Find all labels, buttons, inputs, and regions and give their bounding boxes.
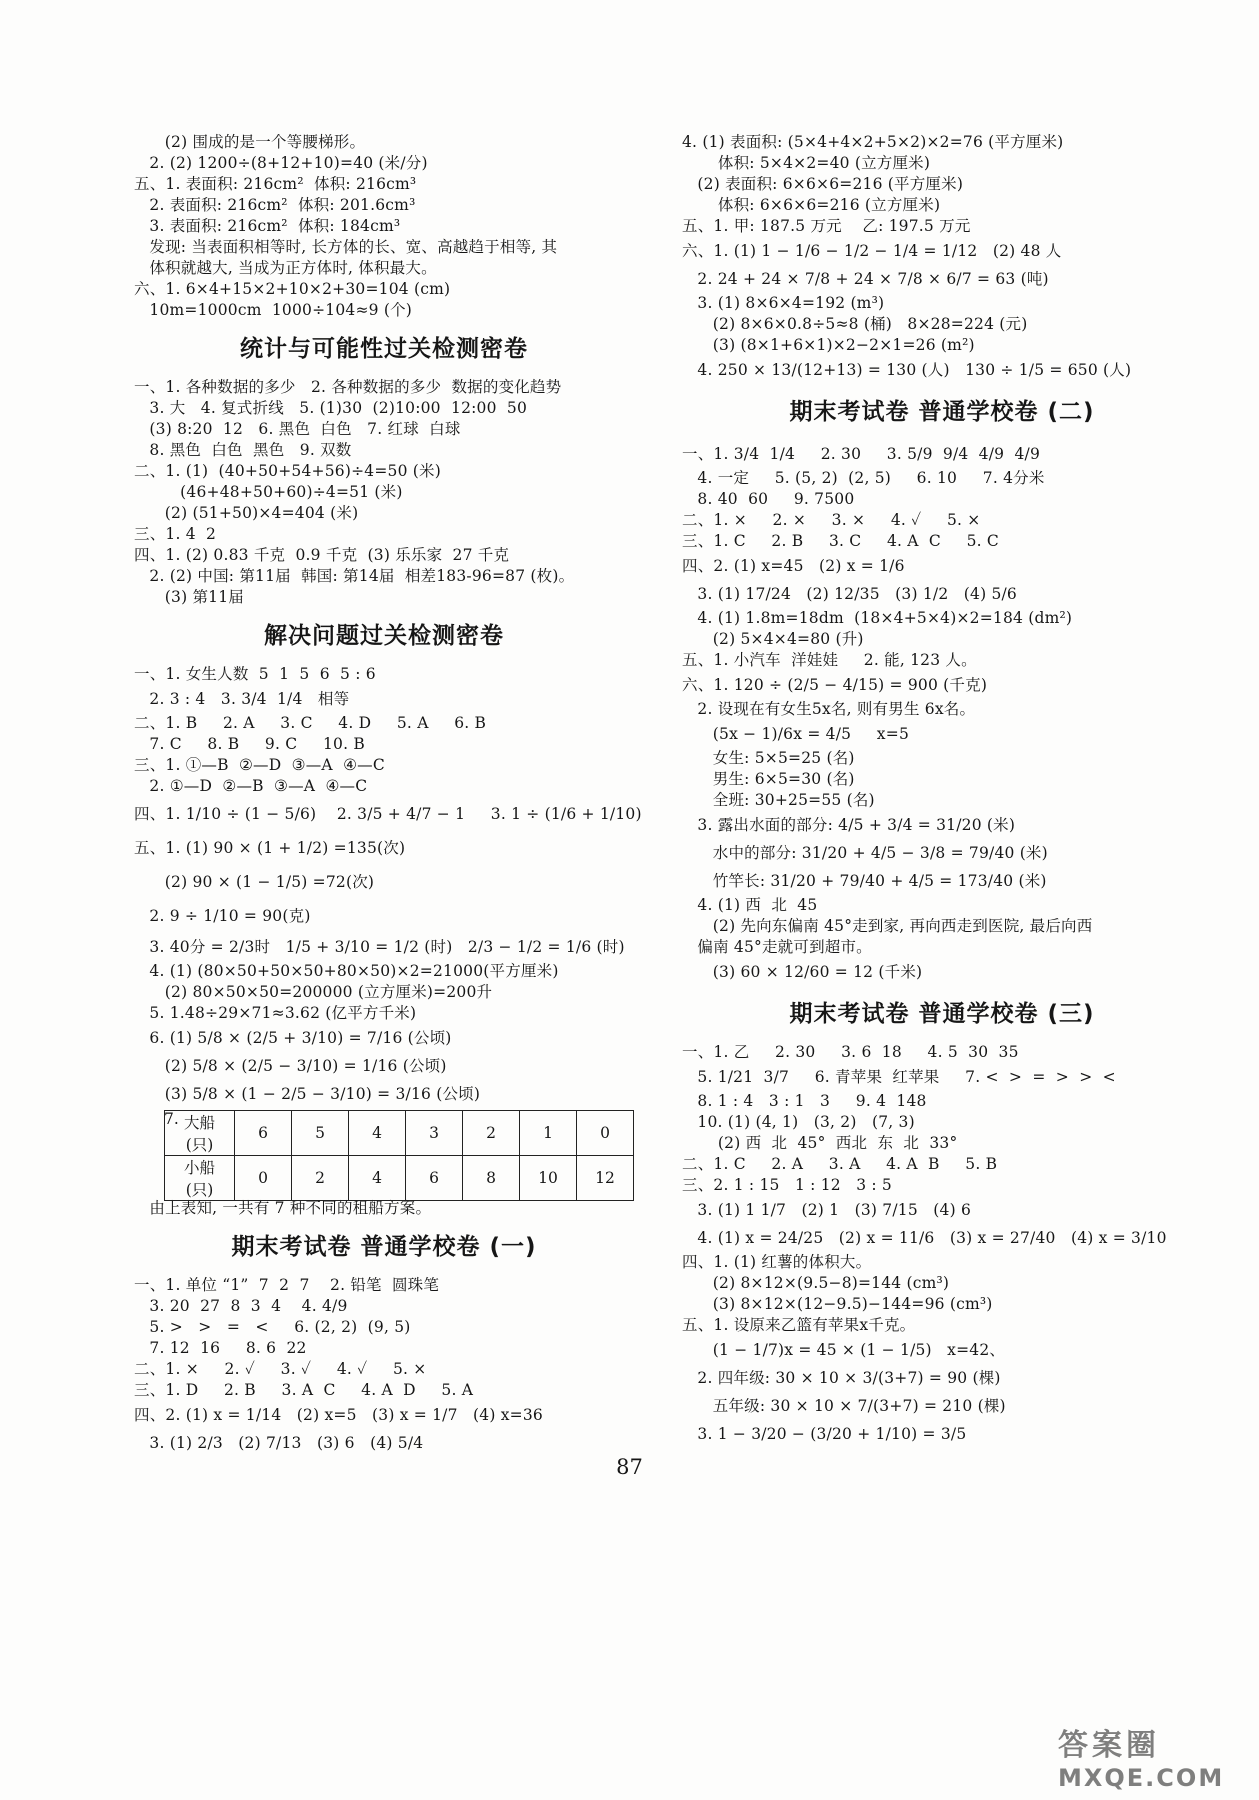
answer-line: (2) 5/8 × (2/5 − 3/10) = 1/16 (公顷) [134,1057,447,1075]
answer-line: 六、1. 6×4+15×2+10×2+30=104 (cm) [134,280,451,298]
row-header: 小船 (只) [165,1156,235,1201]
answer-line: 3. 露出水面的部分: 4/5 + 3/4 = 31/20 (米) [682,816,1016,834]
answer-line: 5. 1/21 3/7 6. 青苹果 红苹果 7. < > = > > < [682,1068,1116,1086]
answer-line: 五、1. 小汽车 洋娃娃 2. 能, 123 人。 [682,651,977,669]
answer-line: 一、1. 乙 2. 30 3. 6 18 4. 5 30 35 [682,1043,1019,1061]
table-cell: 6 [406,1156,463,1201]
section-heading: 解决问题过关检测密卷 [264,623,504,649]
answer-line: 8. 40 60 9. 7500 [682,490,855,508]
answer-line: (2) 西 北 45° 西北 东 北 33° [682,1134,958,1152]
answer-line: (3) 60 × 12/60 = 12 (千米) [682,963,923,981]
answer-line: 5. 1.48÷29×71≈3.62 (亿平方千米) [134,1004,417,1022]
answer-line: 2. ①—D ②—B ③—A ④—C [134,777,368,795]
answer-line: (2) 5×4×4=80 (升) [682,630,864,648]
answer-line: (2) 90 × (1 − 1/5) =72(次) [134,873,375,891]
section-heading: 期末考试卷 普通学校卷 (一) [231,1234,537,1260]
answer-line: 4. 一定 5. (5, 2) (2, 5) 6. 10 7. 4分米 [682,469,1045,487]
table-cell: 2 [463,1111,520,1156]
section-heading: 期末考试卷 普通学校卷 (三) [789,1001,1095,1027]
answer-line: 五、1. 表面积: 216cm² 体积: 216cm³ [134,175,417,193]
answer-line: 一、1. 单位 “1” 7 2 7 2. 铅笔 圆珠笔 [134,1276,440,1294]
answer-line: 三、1. D 2. B 3. A C 4. A D 5. A [134,1381,474,1399]
answer-line: 发现: 当表面积相等时, 长方体的长、宽、高越趋于相等, 其 [134,238,558,256]
boat-rental-table [164,1110,634,1201]
table-cell: 4 [349,1156,406,1201]
table-row [165,1111,634,1156]
answer-line: (2) 8×12×(9.5−8)=144 (cm³) [682,1274,950,1292]
answer-line: (2) 围成的是一个等腰梯形。 [134,133,366,151]
answer-line: (46+48+50+60)÷4=51 (米) [134,483,403,501]
answer-line: 一、1. 各种数据的多少 2. 各种数据的多少 数据的变化趋势 [134,378,562,396]
watermark-line-2: MXQE.COM [1058,1764,1225,1792]
answer-line: 6. (1) 5/8 × (2/5 + 3/10) = 7/16 (公顷) [134,1029,452,1047]
answer-line: 2. 四年级: 30 × 10 × 3/(3+7) = 90 (棵) [682,1369,1001,1387]
answer-line: (3) 8:20 12 6. 黑色 白色 7. 红球 白球 [134,420,461,438]
table-row [165,1156,634,1201]
answer-line: 四、1. 1/10 ÷ (1 − 5/6) 2. 3/5 + 4/7 − 1 3. 1 ÷ (1/6 + 1/10) [134,805,642,823]
watermark-line-1: 答案圈 [1058,1728,1160,1763]
table-cell: 2 [292,1156,349,1201]
answer-line: 10. (1) (4, 1) (3, 2) (7, 3) [682,1113,915,1131]
answer-line: 二、1. (1) (40+50+54+56)÷4=50 (米) [134,462,441,480]
answer-line: 10m=1000cm 1000÷104≈9 (个) [134,301,413,319]
page-number: 87 [616,1455,643,1479]
answer-line: 3. 40分 = 2/3时 1/5 + 3/10 = 1/2 (时) 2/3 − 1/2 = 1/6 (时) [134,938,625,956]
answer-line: 8. 黑色 白色 黑色 9. 双数 [134,441,352,459]
answer-line: 六、1. (1) 1 − 1/6 − 1/2 − 1/4 = 1/12 (2) 48 人 [682,242,1062,260]
answer-line: 3. (1) 2/3 (2) 7/13 (3) 6 (4) 5/4 [134,1434,424,1452]
table-cell: 8 [463,1156,520,1201]
answer-line: (2) 80×50×50=200000 (立方厘米)=200升 [134,983,493,1001]
watermark-logo [1058,1720,1248,1792]
answer-line: 4. 250 × 13/(12+13) = 130 (人) 130 ÷ 1/5 = 650 (人) [682,361,1132,379]
answer-line: 4. (1) 1.8m=18dm (18×4+5×4)×2=184 (dm²) [682,609,1073,627]
answer-line: (5x − 1)/6x = 4/5 x=5 [682,725,909,743]
answer-line: (3) 第11届 [134,588,244,606]
answer-line: (1 − 1/7)x = 45 × (1 − 1/5) x=42、 [682,1341,1006,1359]
answer-line: 女生: 5×5=25 (名) [682,749,855,767]
answer-line: 五、1. (1) 90 × (1 + 1/2) =135(次) [134,839,406,857]
boat-table-block [134,1110,634,1198]
table-cell: 10 [520,1156,577,1201]
section-heading: 统计与可能性过关检测密卷 [240,336,528,362]
answer-line: 一、1. 女生人数 5 1 5 6 5 : 6 [134,665,376,683]
answer-line: 2. (2) 1200÷(8+12+10)=40 (米/分) [134,154,428,172]
answer-line: 2. (2) 中国: 第11届 韩国: 第14届 相差183-96=87 (枚)。 [134,567,575,585]
table-cell: 1 [520,1111,577,1156]
answer-line: 3. 1 − 3/20 − (3/20 + 1/10) = 3/5 [682,1425,967,1443]
answer-line: 7. C 8. B 9. C 10. B [134,735,365,753]
answer-line: 3. (1) 17/24 (2) 12/35 (3) 1/2 (4) 5/6 [682,585,1017,603]
answer-line: 二、1. × 2. ✓ 3. ✓ 4. ✓ 5. × [134,1360,427,1378]
answer-line: 五、1. 设原来乙篮有苹果x千克。 [682,1316,916,1334]
table-cell: 3 [406,1111,463,1156]
answer-line: 全班: 30+25=55 (名) [682,791,875,809]
answer-line: 3. (1) 8×6×4=192 (m³) [682,294,885,312]
answer-line: (3) (8×1+6×1)×2−2×1=26 (m²) [682,336,975,354]
answer-line: 体积: 5×4×2=40 (立方厘米) [682,154,931,172]
answer-line: 3. (1) 1 1/7 (2) 1 (3) 7/15 (4) 6 [682,1201,972,1219]
table-cell: 4 [349,1111,406,1156]
answer-line: 3. 大 4. 复式折线 5. (1)30 (2)10:00 12:00 50 [134,399,528,417]
answer-line: 体积: 6×6×6=216 (立方厘米) [682,196,941,214]
answer-line: 四、1. (2) 0.83 千克 0.9 千克 (3) 乐乐家 27 千克 [134,546,510,564]
table-cell: 0 [235,1156,292,1201]
answer-line: 三、1. 4 2 [134,525,217,543]
answer-line: (2) (51+50)×4=404 (米) [134,504,359,522]
answer-line: 4. (1) x = 24/25 (2) x = 11/6 (3) x = 27/40 (4) x = 3/10 [682,1229,1167,1247]
answer-line: 由上表知, 一共有 7 种不同的租船方案。 [134,1199,432,1217]
answer-line: 4. (1) (80×50+50×50+80×50)×2=21000(平方厘米) [134,962,559,980]
answer-line: 五、1. 甲: 187.5 万元 乙: 197.5 万元 [682,217,971,235]
answer-line: (2) 先向东偏南 45°走到家, 再向西走到医院, 最后向西 [682,917,1093,935]
answer-line: 三、1. C 2. B 3. C 4. A C 5. C [682,532,999,550]
answer-line: (2) 8×6×0.8÷5≈8 (桶) 8×28=224 (元) [682,315,1028,333]
answer-line: 3. 表面积: 216cm² 体积: 184cm³ [134,217,401,235]
answer-line: 2. 表面积: 216cm² 体积: 201.6cm³ [134,196,416,214]
answer-line: 男生: 6×5=30 (名) [682,770,855,788]
question-number: 7. [164,1110,179,1128]
answer-line: 2. 设现在有女生5x名, 则有男生 6x名。 [682,700,976,718]
answer-line: 偏南 45°走就可到超市。 [682,938,872,956]
answer-line: 四、1. (1) 红薯的体积大。 [682,1253,872,1271]
answer-line: 一、1. 3/4 1/4 2. 30 3. 5/9 9/4 4/9 4/9 [682,445,1041,463]
answer-line: 四、2. (1) x=45 (2) x = 1/6 [682,557,905,575]
answer-line: (3) 5/8 × (1 − 2/5 − 3/10) = 3/16 (公顷) [134,1085,481,1103]
answer-line: 二、1. C 2. A 3. A 4. A B 5. B [682,1155,998,1173]
answer-line: 四、2. (1) x = 1/14 (2) x=5 (3) x = 1/7 (4) x=36 [134,1406,543,1424]
row-header: 大船 (只) [165,1111,235,1156]
answer-line: 2. 3 : 4 3. 3/4 1/4 相等 [134,690,350,708]
answer-line: 水中的部分: 31/20 + 4/5 − 3/8 = 79/40 (米) [682,844,1048,862]
table-cell: 0 [577,1111,634,1156]
section-heading: 期末考试卷 普通学校卷 (二) [789,399,1095,425]
answer-line: 三、2. 1 : 15 1 : 12 3 : 5 [682,1176,892,1194]
table-cell: 6 [235,1111,292,1156]
answer-line: 二、1. B 2. A 3. C 4. D 5. A 6. B [134,714,487,732]
table-cell: 12 [577,1156,634,1201]
answer-line: 体积就越大, 当成为正方体时, 体积最大。 [134,259,437,277]
answer-line: 4. (1) 表面积: (5×4+4×2+5×2)×2=76 (平方厘米) [682,133,1064,151]
table-cell: 5 [292,1111,349,1156]
answer-line: 五年级: 30 × 10 × 7/(3+7) = 210 (棵) [682,1397,1006,1415]
right-column [682,132,1202,1448]
answer-line: 竹竿长: 31/20 + 79/40 + 4/5 = 173/40 (米) [682,872,1047,890]
answer-line: 二、1. × 2. × 3. × 4. ✓ 5. × [682,511,981,529]
answer-line: (2) 表面积: 6×6×6=216 (平方厘米) [682,175,964,193]
answer-line: 3. 20 27 8 3 4 4. 4/9 [134,1297,348,1315]
answer-line: 8. 1 : 4 3 : 1 3 9. 4 148 [682,1092,927,1110]
answer-line: 4. (1) 西 北 45 [682,896,818,914]
answer-line: 7. 12 16 8. 6 22 [134,1339,307,1357]
answer-line: 三、1. ①—B ②—D ③—A ④—C [134,756,385,774]
answer-line: (3) 8×12×(12−9.5)−144=96 (cm³) [682,1295,993,1313]
answer-line: 2. 9 ÷ 1/10 = 90(克) [134,907,311,925]
left-column [134,132,642,1457]
answer-line: 2. 24 + 24 × 7/8 + 24 × 7/8 × 6/7 = 63 (吨) [682,270,1049,288]
answer-line: 5. > > = < 6. (2, 2) (9, 5) [134,1318,411,1336]
answer-line: 六、1. 120 ÷ (2/5 − 4/15) = 900 (千克) [682,676,988,694]
